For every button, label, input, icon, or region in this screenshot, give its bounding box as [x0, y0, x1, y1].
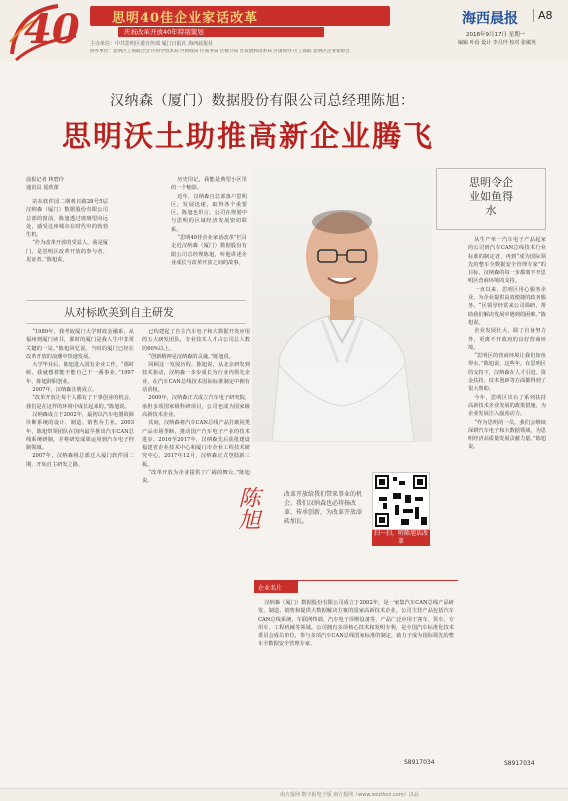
section1-paragraph: “改革开放让每个人都有了干事创业的机会，我们是在这样的环境中成长起来的。”陈旭说。	[26, 395, 134, 410]
section-title: 从对标欧美到自主研发	[64, 306, 174, 319]
quote-signature: 陈旭	[235, 486, 260, 530]
right-top-paragraph: 近年，汉纳森自总部落户思明区，发展迅速，取得各个重要区，陈旭也坦言，公司在规划中与思明的区域经济发展密切联系。	[171, 193, 247, 233]
paper-name: 海西晨报	[462, 11, 518, 27]
headline-main: 思明沃土助推高新企业腾飞	[62, 119, 435, 153]
byline	[26, 176, 106, 193]
qr-code	[372, 472, 430, 530]
anniversary-logo	[6, 2, 84, 66]
footer-text: 南方报网 数字报电子版 南方报网（www.southcn.com）出品	[280, 792, 419, 798]
right-article-code: S8917034	[504, 760, 535, 767]
section1-paragraph: 大学毕业后，陈旭进入国有企业工作。“那时候，我就想着能不能自己干一番事业。”1997年，陈旭辞职创业。	[26, 362, 134, 385]
section1-paragraph: 已构建起了自主汽车电子和大数据开发应用的五大研发团队，专业技术人才占公司总人数的60%以上。	[142, 329, 250, 352]
section1-paragraph: 回顾这一发展历程，陈旭说，从北京研发到技术驱动，汉纳森一步步成长为行业内领先企业，在汽车CAN总线技术国际标准制定中拥有话语权。	[142, 362, 250, 394]
footer-bar	[0, 788, 568, 801]
section-right-text	[468, 236, 546, 756]
section-heading-right: 思明令企业如鱼得水	[469, 176, 513, 217]
byline-reporter: 晨报记者 林碧玲	[26, 177, 64, 183]
section-right-paragraph: 从生产单一汽车电子产品起家的公司到汽车CAN总线技术行业标准的制定者，再到“成为国际领先的整车全数据安全管理专家”的目标，汉纳森的每一步都离不开思明区营商环境的支持。	[468, 237, 546, 285]
editors: 编辑 叶蓓 设计 李月玲 校对 张敏英	[458, 40, 536, 46]
section1-paragraph: 2007年，汉纳森注册成立。	[32, 387, 98, 394]
company-card	[254, 580, 458, 769]
qr-code-icon	[373, 473, 429, 529]
issue-date: 2018年9月17日 星期一	[466, 32, 526, 38]
section1-col1	[26, 328, 134, 698]
section1-paragraph: “改革开放为企业提供了广阔的舞台。”陈旭说。	[142, 470, 250, 485]
section-right-paragraph: 一直以来，思明区用心服务企业，为企业提供高效便捷的政务服务。“区领导经常来公司调研，帮助我们解决发展中遇到的困难。”陈旭说。	[468, 286, 546, 326]
lead-text	[26, 198, 108, 264]
section-right-paragraph: 今年，思明区出台了系列扶持高新技术企业发展的政策措施，为企业发展注入强劲动力。	[468, 394, 546, 418]
series-subtitle: 庆祝改革开放40年特别策划	[118, 27, 324, 37]
section1-paragraph: 其间，汉纳森将汽车CAN总线产品打破同类产品市场垄断，推动国产汽车电子产业的技术进步。2016至2017年，汉纳森先后获批建设福建省企业技术中心和厦门市企业工程技术研究中心，2017年12月，汉纳森正式登陆新三板。	[142, 420, 250, 468]
logo-number: 40	[24, 6, 80, 53]
portrait-person-icon	[252, 166, 432, 442]
right-top-text	[171, 176, 247, 267]
page-number: A8	[533, 9, 553, 22]
quote-text: 改革开放给我们带来事业的机会。我们汉纳森也必将扬改革、传承创新，为改革开放添砖加瓦。	[284, 491, 363, 525]
headline-kicker: 汉纳森（厦门）数据股份有限公司总经理陈旭：	[110, 93, 415, 109]
company-card-label: 企业名片	[258, 585, 283, 592]
right-top-paragraph: “思明40佳企业家话改革”栏目走近汉纳森（厦门）数据股份有限公司总经理陈旭，听他讲述企业成长与改革开放之间的故事。	[171, 235, 247, 266]
section1-paragraph: “1989年，我考取厦门大学财政金融系，从福州到厦门读书，那时的厦门是我人生中非常关键的一站。”陈旭回忆说，当时的厦门已经在改革开放的浪潮中快速发展。	[26, 329, 134, 360]
section1-paragraph: 汉纳森成立于2002年，最初以汽车电器故障诊断系统的设计、制造、销售为主业。2003年，陈旭带领团队在国内最早推出汽车CAN总线系统研制，并将研发成果运用到汽车电子控制领域。	[26, 411, 134, 452]
lead-paragraph: “作为改革开放的受益人，我是厦门、是思明区改革开放的参与者、见证者。”陈旭说。	[26, 240, 108, 264]
portrait-photo	[252, 166, 432, 442]
masthead	[0, 0, 568, 62]
lead-paragraph: 站在软件园二期观日路28号5层汉纳森（厦门）数据股份有限公司总部的窗前，陈旭透过玻璃望向远处，感受这座城市在时代中的勃勃生机。	[26, 199, 108, 239]
company-card-code: S8917034	[404, 759, 435, 766]
section-right-paragraph: “思明区的营商环境让我们如鱼得水。”陈旭说，这些年，在思明区的支持下，汉纳森在人才引进、资金扶持、技术创新等方面都得到了很大帮助。	[468, 353, 546, 393]
qr-caption: 扫一扫，听陈旭话改革	[373, 530, 428, 545]
section1-paragraph: 2007年，汉纳森将总部迁入厦门软件园二期，开始自主研发之路。	[26, 453, 134, 468]
right-top-paragraph: 历史印记，我能是典型小区里的一个缩影。	[171, 177, 247, 192]
section1-paragraph: 2009年，汉纳森正式成立汽车电子研究院，承担多项国家级科研项目，公司也成为国家级高新技术企业。	[142, 395, 250, 418]
company-card-text: 汉纳森（厦门）数据股份有限公司成立于2002年，是一家集汽车CAN总线产品研发、制造、销售和提供大数据解决方案的国家高新技术企业。公司主营产品包括汽车CAN总线系统、车联网终端、汽车电子诊断设备等，产品广泛应用于客车、货车、专用车、工程机械等领域。公司拥有多项核心技术和发明专利，是全国汽车标准化技术委员会成员单位，参与多项汽车CAN总线国家标准的制定，致力于成为国际领先的整车全数据安全管理专家。	[258, 600, 454, 648]
series-title: 思明40佳企业家话改革	[112, 11, 259, 26]
coorganizers: 协办单位：思明区工商联合会 区科学技术局 区财政局 区商务局 区统计局 区发展和改革局 区国资办 区工商联 思明区企业家协会	[90, 49, 350, 54]
byline-correspondent: 通讯员 夏欣蕾	[26, 185, 59, 192]
section-right-paragraph: 企业发展壮大，除了自身努力外，更离不开政府的良好营商环境。	[468, 328, 546, 351]
section-right-paragraph: “作为思明的一员，我们会继续深耕汽车电子和大数据领域，为思明经济高质量发展贡献力量。”陈旭说。	[468, 419, 546, 451]
section-heading-research	[26, 300, 246, 324]
section1-paragraph: “创新精神是汉纳森的灵魂。”陈旭说。	[148, 353, 234, 360]
organizers: 主办单位：中共思明区委宣传部 厦门日报社 海西晨报社	[90, 41, 214, 47]
